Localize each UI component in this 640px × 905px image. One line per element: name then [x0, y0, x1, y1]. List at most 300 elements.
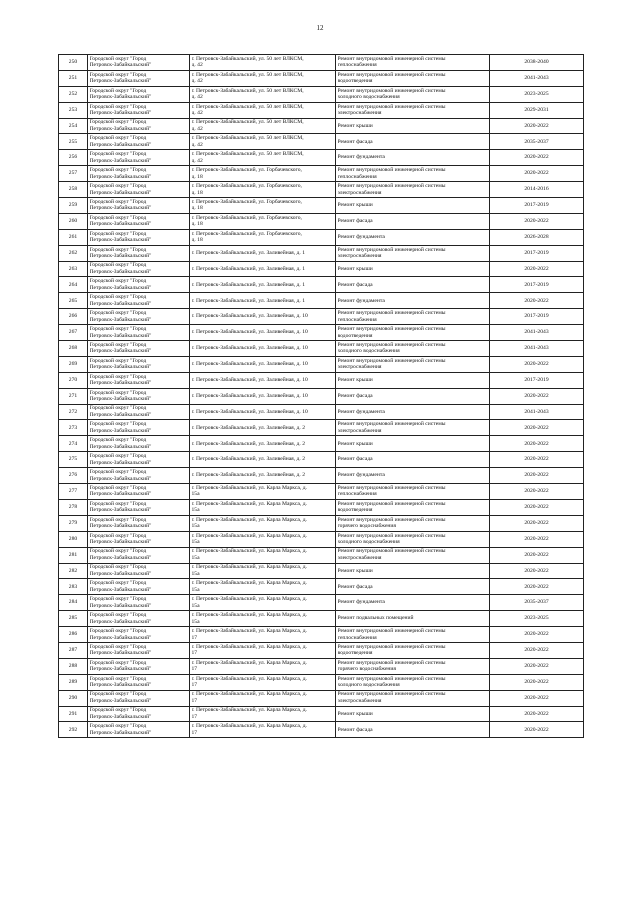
address-cell — [190, 452, 336, 468]
address-cell — [190, 531, 336, 547]
table-row — [59, 86, 584, 102]
period-cell: 2020-2022 — [490, 722, 584, 738]
work-type-line: Ремонт фасада — [337, 583, 373, 590]
work-type-line: холодного водоснабжения — [337, 539, 400, 546]
table-row — [59, 134, 584, 150]
address-line: 15а — [191, 539, 200, 546]
work-type-line: Ремонт фундамента — [337, 154, 385, 161]
address-line: г. Петровск-Забайкальский, ул. Горбачевского, — [191, 182, 302, 189]
municipality-line: Городской округ "Город — [89, 707, 147, 714]
work-type-cell — [336, 245, 490, 261]
work-type-line: Ремонт фундамента — [337, 472, 385, 479]
period-cell: 2020-2022 — [490, 642, 584, 658]
table-row — [59, 70, 584, 86]
address-line: д. 18 — [191, 237, 203, 244]
address-cell — [190, 706, 336, 722]
address-cell — [190, 372, 336, 388]
table-row — [59, 436, 584, 452]
work-type-cell — [336, 229, 490, 245]
municipality-line: Городской округ "Город — [89, 421, 147, 428]
period-cell: 2020-2022 — [490, 706, 584, 722]
table-row — [59, 563, 584, 579]
period-cell: 2038-2040 — [490, 55, 584, 71]
address-line: д. 42 — [191, 126, 203, 132]
table-row — [59, 166, 584, 182]
work-type-cell — [336, 150, 490, 166]
municipality-line: Петровск-Забайкальский" — [89, 666, 152, 673]
address-cell — [190, 499, 336, 515]
work-type-line: теплоснабжения — [337, 62, 377, 69]
work-type-line: Ремонт внутридомовой инженерной системы — [337, 246, 446, 253]
table-row — [59, 102, 584, 118]
address-cell — [190, 198, 336, 214]
address-cell — [190, 341, 336, 357]
period-cell: 2041-2043 — [490, 325, 584, 341]
table-row — [59, 55, 584, 71]
work-type-line: теплоснабжения — [337, 173, 377, 180]
work-type-cell — [336, 658, 490, 674]
address-cell — [190, 484, 336, 500]
municipality-line: Петровск-Забайкальский" — [89, 284, 152, 291]
address-line: 17 — [191, 634, 198, 641]
address-cell — [190, 261, 336, 277]
work-type-line: Ремонт крыши — [337, 567, 373, 574]
work-type-line: электроснабжения — [337, 555, 382, 562]
row-number-cell: 270 — [59, 372, 88, 388]
municipality-line: Петровск-Забайкальский" — [89, 94, 152, 101]
period-cell: 2023-2025 — [490, 611, 584, 627]
row-number-cell: 259 — [59, 198, 88, 214]
municipality-line: Петровск-Забайкальский" — [89, 380, 152, 387]
table-row — [59, 658, 584, 674]
row-number-cell: 266 — [59, 309, 88, 325]
work-type-line: Ремонт внутридомовой инженерной системы — [337, 167, 446, 174]
work-type-line: теплоснабжения — [337, 316, 377, 323]
municipality-cell — [88, 452, 190, 468]
address-cell — [190, 563, 336, 579]
table-row — [59, 484, 584, 500]
address-cell — [190, 658, 336, 674]
municipality-line: Городской округ "Город — [89, 182, 147, 189]
address-line: 15а — [191, 491, 200, 498]
work-type-cell — [336, 213, 490, 229]
work-type-line: горячего водоснабжения — [337, 523, 396, 530]
table-row — [59, 674, 584, 690]
row-number-cell: 269 — [59, 356, 88, 372]
row-number-cell: 291 — [59, 706, 88, 722]
municipality-line: Городской округ "Город — [89, 198, 147, 205]
work-type-line: холодного водоснабжения — [337, 348, 400, 355]
municipality-line: Городской округ "Город — [89, 484, 147, 491]
address-line: г. Петровск-Забайкальский, ул. Карла Маркса, д. — [191, 627, 307, 634]
municipality-cell — [88, 102, 190, 118]
work-type-cell — [336, 595, 490, 611]
work-type-cell — [336, 341, 490, 357]
work-type-line: Ремонт внутридомовой инженерной системы — [337, 627, 446, 634]
address-line: г. Петровск-Забайкальский, ул. Карла Маркса, д. — [191, 548, 307, 555]
municipality-cell — [88, 198, 190, 214]
municipality-cell — [88, 134, 190, 150]
row-number-cell: 286 — [59, 627, 88, 643]
work-type-line: Ремонт внутридомовой инженерной системы — [337, 71, 446, 78]
table-row — [59, 690, 584, 706]
municipality-line: Городской округ "Город — [89, 596, 147, 603]
period-cell: 2020-2022 — [490, 388, 584, 404]
address-line: г. Петровск-Забайкальский, ул. Карла Маркса, д. — [191, 580, 307, 587]
address-line: г. Петровск-Забайкальский, ул. Заливейная, д. 1 — [191, 281, 305, 288]
row-number-cell: 290 — [59, 690, 88, 706]
work-type-line: Ремонт внутридомовой инженерной системы — [337, 659, 446, 666]
work-type-line: Ремонт внутридомовой инженерной системы — [337, 325, 446, 332]
municipality-line: Городской округ "Город — [89, 341, 147, 348]
table-row — [59, 341, 584, 357]
address-cell — [190, 150, 336, 166]
municipality-line: Городской округ "Город — [89, 55, 147, 62]
address-line: г. Петровск-Забайкальский, ул. Карла Маркса, д. — [191, 516, 307, 523]
period-cell: 2041-2043 — [490, 404, 584, 420]
municipality-line: Петровск-Забайкальский" — [89, 62, 152, 69]
work-type-cell — [336, 118, 490, 134]
municipality-cell — [88, 563, 190, 579]
municipality-line: Петровск-Забайкальский" — [89, 332, 152, 339]
work-type-line: электроснабжения — [337, 253, 382, 260]
work-type-line: Ремонт крыши — [337, 122, 373, 129]
table-row — [59, 420, 584, 436]
municipality-cell — [88, 356, 190, 372]
address-cell — [190, 55, 336, 71]
work-type-cell — [336, 309, 490, 325]
work-type-cell — [336, 388, 490, 404]
period-cell: 2035-2037 — [490, 595, 584, 611]
municipality-line: Петровск-Забайкальский" — [89, 173, 152, 180]
address-line: г. Петровск-Забайкальский, ул. Карла Маркса, д. — [191, 675, 307, 682]
work-type-cell — [336, 531, 490, 547]
page-number: 12 — [316, 24, 324, 32]
period-cell: 2035-2037 — [490, 134, 584, 150]
row-number-cell: 258 — [59, 182, 88, 198]
address-cell — [190, 86, 336, 102]
address-line: г. Петровск-Забайкальский, ул. Горбачевского, — [191, 167, 302, 174]
municipality-line: Городской округ "Город — [89, 151, 147, 158]
work-type-line: Ремонт фундамента — [337, 408, 385, 415]
municipality-cell — [88, 55, 190, 71]
table-row — [59, 722, 584, 738]
address-line: г. Петровск-Забайкальский, ул. Заливейная, д. 2 — [191, 472, 305, 479]
municipality-cell — [88, 166, 190, 182]
municipality-line: Петровск-Забайкальский" — [89, 300, 152, 307]
work-type-line: водоотведения — [337, 332, 373, 339]
period-cell: 2020-2022 — [490, 468, 584, 484]
municipality-cell — [88, 531, 190, 547]
address-line: г. Петровск-Забайкальский, ул. Карла Маркса, д. — [191, 500, 307, 507]
work-type-line: Ремонт внутридомовой инженерной системы — [337, 484, 446, 491]
address-line: 15а — [191, 570, 200, 577]
work-type-cell — [336, 579, 490, 595]
work-type-cell — [336, 706, 490, 722]
work-type-line: Ремонт внутридомовой инженерной системы — [337, 87, 446, 94]
work-type-line: теплоснабжения — [337, 491, 377, 498]
municipality-line: Петровск-Забайкальский" — [89, 475, 152, 482]
row-number-cell: 256 — [59, 150, 88, 166]
address-line: г. Петровск-Забайкальский, ул. Заливейная, д. 1 — [191, 265, 305, 272]
municipality-line: Городской округ "Город — [89, 103, 147, 110]
municipality-cell — [88, 627, 190, 643]
period-cell: 2020-2022 — [490, 484, 584, 500]
address-cell — [190, 325, 336, 341]
municipality-line: Городской округ "Город — [89, 516, 147, 523]
row-number-cell: 277 — [59, 484, 88, 500]
table-row — [59, 531, 584, 547]
row-number-cell: 250 — [59, 55, 88, 71]
address-line: г. Петровск-Забайкальский, ул. Заливейная, д. 10 — [191, 361, 308, 368]
period-cell: 2023-2025 — [490, 86, 584, 102]
table-row — [59, 150, 584, 166]
row-number-cell: 257 — [59, 166, 88, 182]
municipality-line: Городской округ "Город — [89, 405, 147, 412]
work-type-line: Ремонт фундамента — [337, 599, 385, 606]
municipality-line: Городской округ "Город — [89, 373, 147, 380]
address-cell — [190, 70, 336, 86]
work-type-line: электроснабжения — [337, 698, 382, 705]
address-cell — [190, 118, 336, 134]
address-cell — [190, 690, 336, 706]
work-type-cell — [336, 404, 490, 420]
municipality-line: Петровск-Забайкальский" — [89, 586, 152, 593]
work-type-cell — [336, 372, 490, 388]
municipality-line: Городской округ "Город — [89, 612, 147, 619]
municipality-line: Городской округ "Город — [89, 691, 147, 698]
municipality-line: Петровск-Забайкальский" — [89, 412, 152, 419]
work-type-line: водоотведения — [337, 650, 373, 657]
municipality-cell — [88, 595, 190, 611]
municipality-line: Петровск-Забайкальский" — [89, 253, 152, 260]
address-line: д. 42 — [191, 141, 203, 148]
address-line: г. Петровск-Забайкальский, ул. Карла Маркса, д. — [191, 691, 307, 698]
work-type-cell — [336, 182, 490, 198]
municipality-line: Петровск-Забайкальский" — [89, 141, 152, 148]
municipality-cell — [88, 706, 190, 722]
work-type-line: Ремонт внутридомовой инженерной системы — [337, 691, 446, 698]
municipality-cell — [88, 547, 190, 563]
address-cell — [190, 404, 336, 420]
table-row — [59, 452, 584, 468]
municipality-cell — [88, 118, 190, 134]
municipality-cell — [88, 674, 190, 690]
municipality-line: Петровск-Забайкальский" — [89, 682, 152, 689]
period-cell: 2020-2022 — [490, 563, 584, 579]
work-type-line: Ремонт внутридомовой инженерной системы — [337, 643, 446, 650]
municipality-line: Городской округ "Город — [89, 119, 147, 126]
municipality-line: Городской округ "Город — [89, 262, 147, 269]
address-line: д. 42 — [191, 62, 203, 69]
table-row — [59, 611, 584, 627]
municipality-line: Городской округ "Город — [89, 357, 147, 364]
municipality-line: Городской округ "Город — [89, 230, 147, 237]
work-type-cell — [336, 277, 490, 293]
municipality-line: Городской округ "Город — [89, 87, 147, 94]
table-row — [59, 595, 584, 611]
municipality-line: Городской округ "Город — [89, 214, 147, 221]
row-number-cell: 289 — [59, 674, 88, 690]
address-line: 15а — [191, 507, 200, 514]
table-row — [59, 293, 584, 309]
address-line: г. Петровск-Забайкальский, ул. 50 лет ВЛКСМ, — [191, 87, 304, 94]
address-line: 15а — [191, 602, 200, 609]
address-cell — [190, 293, 336, 309]
address-cell — [190, 213, 336, 229]
municipality-cell — [88, 341, 190, 357]
address-line: г. Петровск-Забайкальский, ул. Заливейная, д. 2 — [191, 456, 305, 463]
address-line: д. 42 — [191, 94, 203, 101]
work-type-cell — [336, 499, 490, 515]
row-number-cell: 285 — [59, 611, 88, 627]
address-line: 17 — [191, 666, 198, 673]
table-row — [59, 547, 584, 563]
municipality-line: Петровск-Забайкальский" — [89, 269, 152, 276]
work-type-cell — [336, 722, 490, 738]
address-line: г. Петровск-Забайкальский, ул. Заливейная, д. 1 — [191, 297, 305, 304]
address-line: г. Петровск-Забайкальский, ул. Заливейная, д. 10 — [191, 392, 308, 399]
work-type-line: горячего водоснабжения — [337, 666, 396, 673]
row-number-cell: 253 — [59, 102, 88, 118]
municipality-line: Петровск-Забайкальский" — [89, 650, 152, 657]
table-row — [59, 627, 584, 643]
municipality-cell — [88, 261, 190, 277]
table-row — [59, 245, 584, 261]
row-number-cell: 271 — [59, 388, 88, 404]
period-cell: 2017-2019 — [490, 198, 584, 214]
work-type-line: электроснабжения — [337, 189, 382, 196]
row-number-cell: 283 — [59, 579, 88, 595]
municipality-line: Петровск-Забайкальский" — [89, 570, 152, 577]
address-cell — [190, 547, 336, 563]
municipality-cell — [88, 309, 190, 325]
address-cell — [190, 245, 336, 261]
row-number-cell: 275 — [59, 452, 88, 468]
table-row — [59, 404, 584, 420]
address-cell — [190, 102, 336, 118]
municipality-cell — [88, 277, 190, 293]
table-row — [59, 499, 584, 515]
address-line: г. Петровск-Забайкальский, ул. Заливейная, д. 2 — [191, 424, 305, 431]
address-cell — [190, 627, 336, 643]
period-cell: 2020-2022 — [490, 690, 584, 706]
table-row — [59, 372, 584, 388]
period-cell: 2020-2022 — [490, 166, 584, 182]
period-cell: 2020-2022 — [490, 420, 584, 436]
row-number-cell: 254 — [59, 118, 88, 134]
period-cell: 2014-2016 — [490, 182, 584, 198]
row-number-cell: 274 — [59, 436, 88, 452]
row-number-cell: 276 — [59, 468, 88, 484]
municipality-line: Городской округ "Город — [89, 659, 147, 666]
work-type-cell — [336, 198, 490, 214]
municipality-cell — [88, 499, 190, 515]
municipality-line: Городской округ "Город — [89, 723, 147, 730]
period-cell: 2017-2019 — [490, 277, 584, 293]
period-cell: 2020-2022 — [490, 356, 584, 372]
address-line: г. Петровск-Забайкальский, ул. 50 лет ВЛКСМ, — [191, 103, 304, 110]
municipality-line: Петровск-Забайкальский" — [89, 396, 152, 403]
municipality-line: Петровск-Забайкальский" — [89, 126, 152, 132]
address-line: г. Петровск-Забайкальский, ул. Карла Маркса, д. — [191, 484, 307, 491]
table-row — [59, 118, 584, 134]
municipality-line: Городской округ "Город — [89, 135, 147, 142]
period-cell: 2020-2022 — [490, 515, 584, 531]
address-line: д. 18 — [191, 205, 203, 212]
row-number-cell: 282 — [59, 563, 88, 579]
work-type-line: Ремонт фасада — [337, 726, 373, 733]
period-cell: 2020-2022 — [490, 261, 584, 277]
row-number-cell: 262 — [59, 245, 88, 261]
municipality-cell — [88, 611, 190, 627]
address-line: г. Петровск-Забайкальский, ул. Заливейная, д. 10 — [191, 345, 308, 352]
municipality-cell — [88, 372, 190, 388]
municipality-cell — [88, 213, 190, 229]
period-cell: 2020-2022 — [490, 499, 584, 515]
work-type-line: Ремонт фасада — [337, 138, 373, 145]
table-row — [59, 182, 584, 198]
table-row — [59, 388, 584, 404]
work-type-cell — [336, 261, 490, 277]
municipality-line: Городской округ "Город — [89, 167, 147, 174]
municipality-line: Городской округ "Город — [89, 71, 147, 78]
work-type-line: Ремонт фундамента — [337, 233, 385, 240]
period-cell: 2029-2031 — [490, 102, 584, 118]
work-type-cell — [336, 642, 490, 658]
municipality-line: Городской округ "Город — [89, 469, 147, 475]
municipality-line: Петровск-Забайкальский" — [89, 205, 152, 212]
work-type-line: Ремонт внутридомовой инженерной системы — [337, 500, 446, 507]
work-type-line: Ремонт подвальных помещений — [337, 615, 414, 622]
municipality-line: Петровск-Забайкальский" — [89, 427, 152, 434]
address-line: г. Петровск-Забайкальский, ул. Карла Маркса, д. — [191, 723, 307, 730]
period-cell: 2017-2019 — [490, 372, 584, 388]
work-type-cell — [336, 690, 490, 706]
municipality-line: Городской округ "Город — [89, 310, 147, 317]
work-type-line: электроснабжения — [337, 364, 382, 371]
work-type-cell — [336, 325, 490, 341]
municipality-line: Петровск-Забайкальский" — [89, 459, 152, 466]
address-cell — [190, 388, 336, 404]
municipality-line: Петровск-Забайкальский" — [89, 443, 152, 450]
row-number-cell: 280 — [59, 531, 88, 547]
municipality-cell — [88, 690, 190, 706]
row-number-cell: 255 — [59, 134, 88, 150]
municipality-line: Городской округ "Город — [89, 643, 147, 650]
work-type-cell — [336, 674, 490, 690]
municipality-cell — [88, 579, 190, 595]
row-number-cell: 281 — [59, 547, 88, 563]
municipality-cell — [88, 325, 190, 341]
work-type-line: холодного водоснабжения — [337, 682, 400, 689]
work-type-line: Ремонт внутридомовой инженерной системы — [337, 357, 446, 364]
address-cell — [190, 468, 336, 484]
work-type-cell — [336, 484, 490, 500]
address-line: 15а — [191, 555, 200, 562]
work-type-cell — [336, 547, 490, 563]
address-line: г. Петровск-Забайкальский, ул. 50 лет ВЛКСМ, — [191, 71, 304, 78]
municipality-line: Петровск-Забайкальский" — [89, 539, 152, 546]
row-number-cell: 268 — [59, 341, 88, 357]
address-line: 17 — [191, 729, 198, 736]
address-line: д. 18 — [191, 189, 203, 196]
address-line: г. Петровск-Забайкальский, ул. Карла Маркса, д. — [191, 612, 307, 619]
work-type-line: Ремонт фасада — [337, 456, 373, 463]
address-cell — [190, 166, 336, 182]
period-cell: 2020-2022 — [490, 436, 584, 452]
municipality-cell — [88, 484, 190, 500]
